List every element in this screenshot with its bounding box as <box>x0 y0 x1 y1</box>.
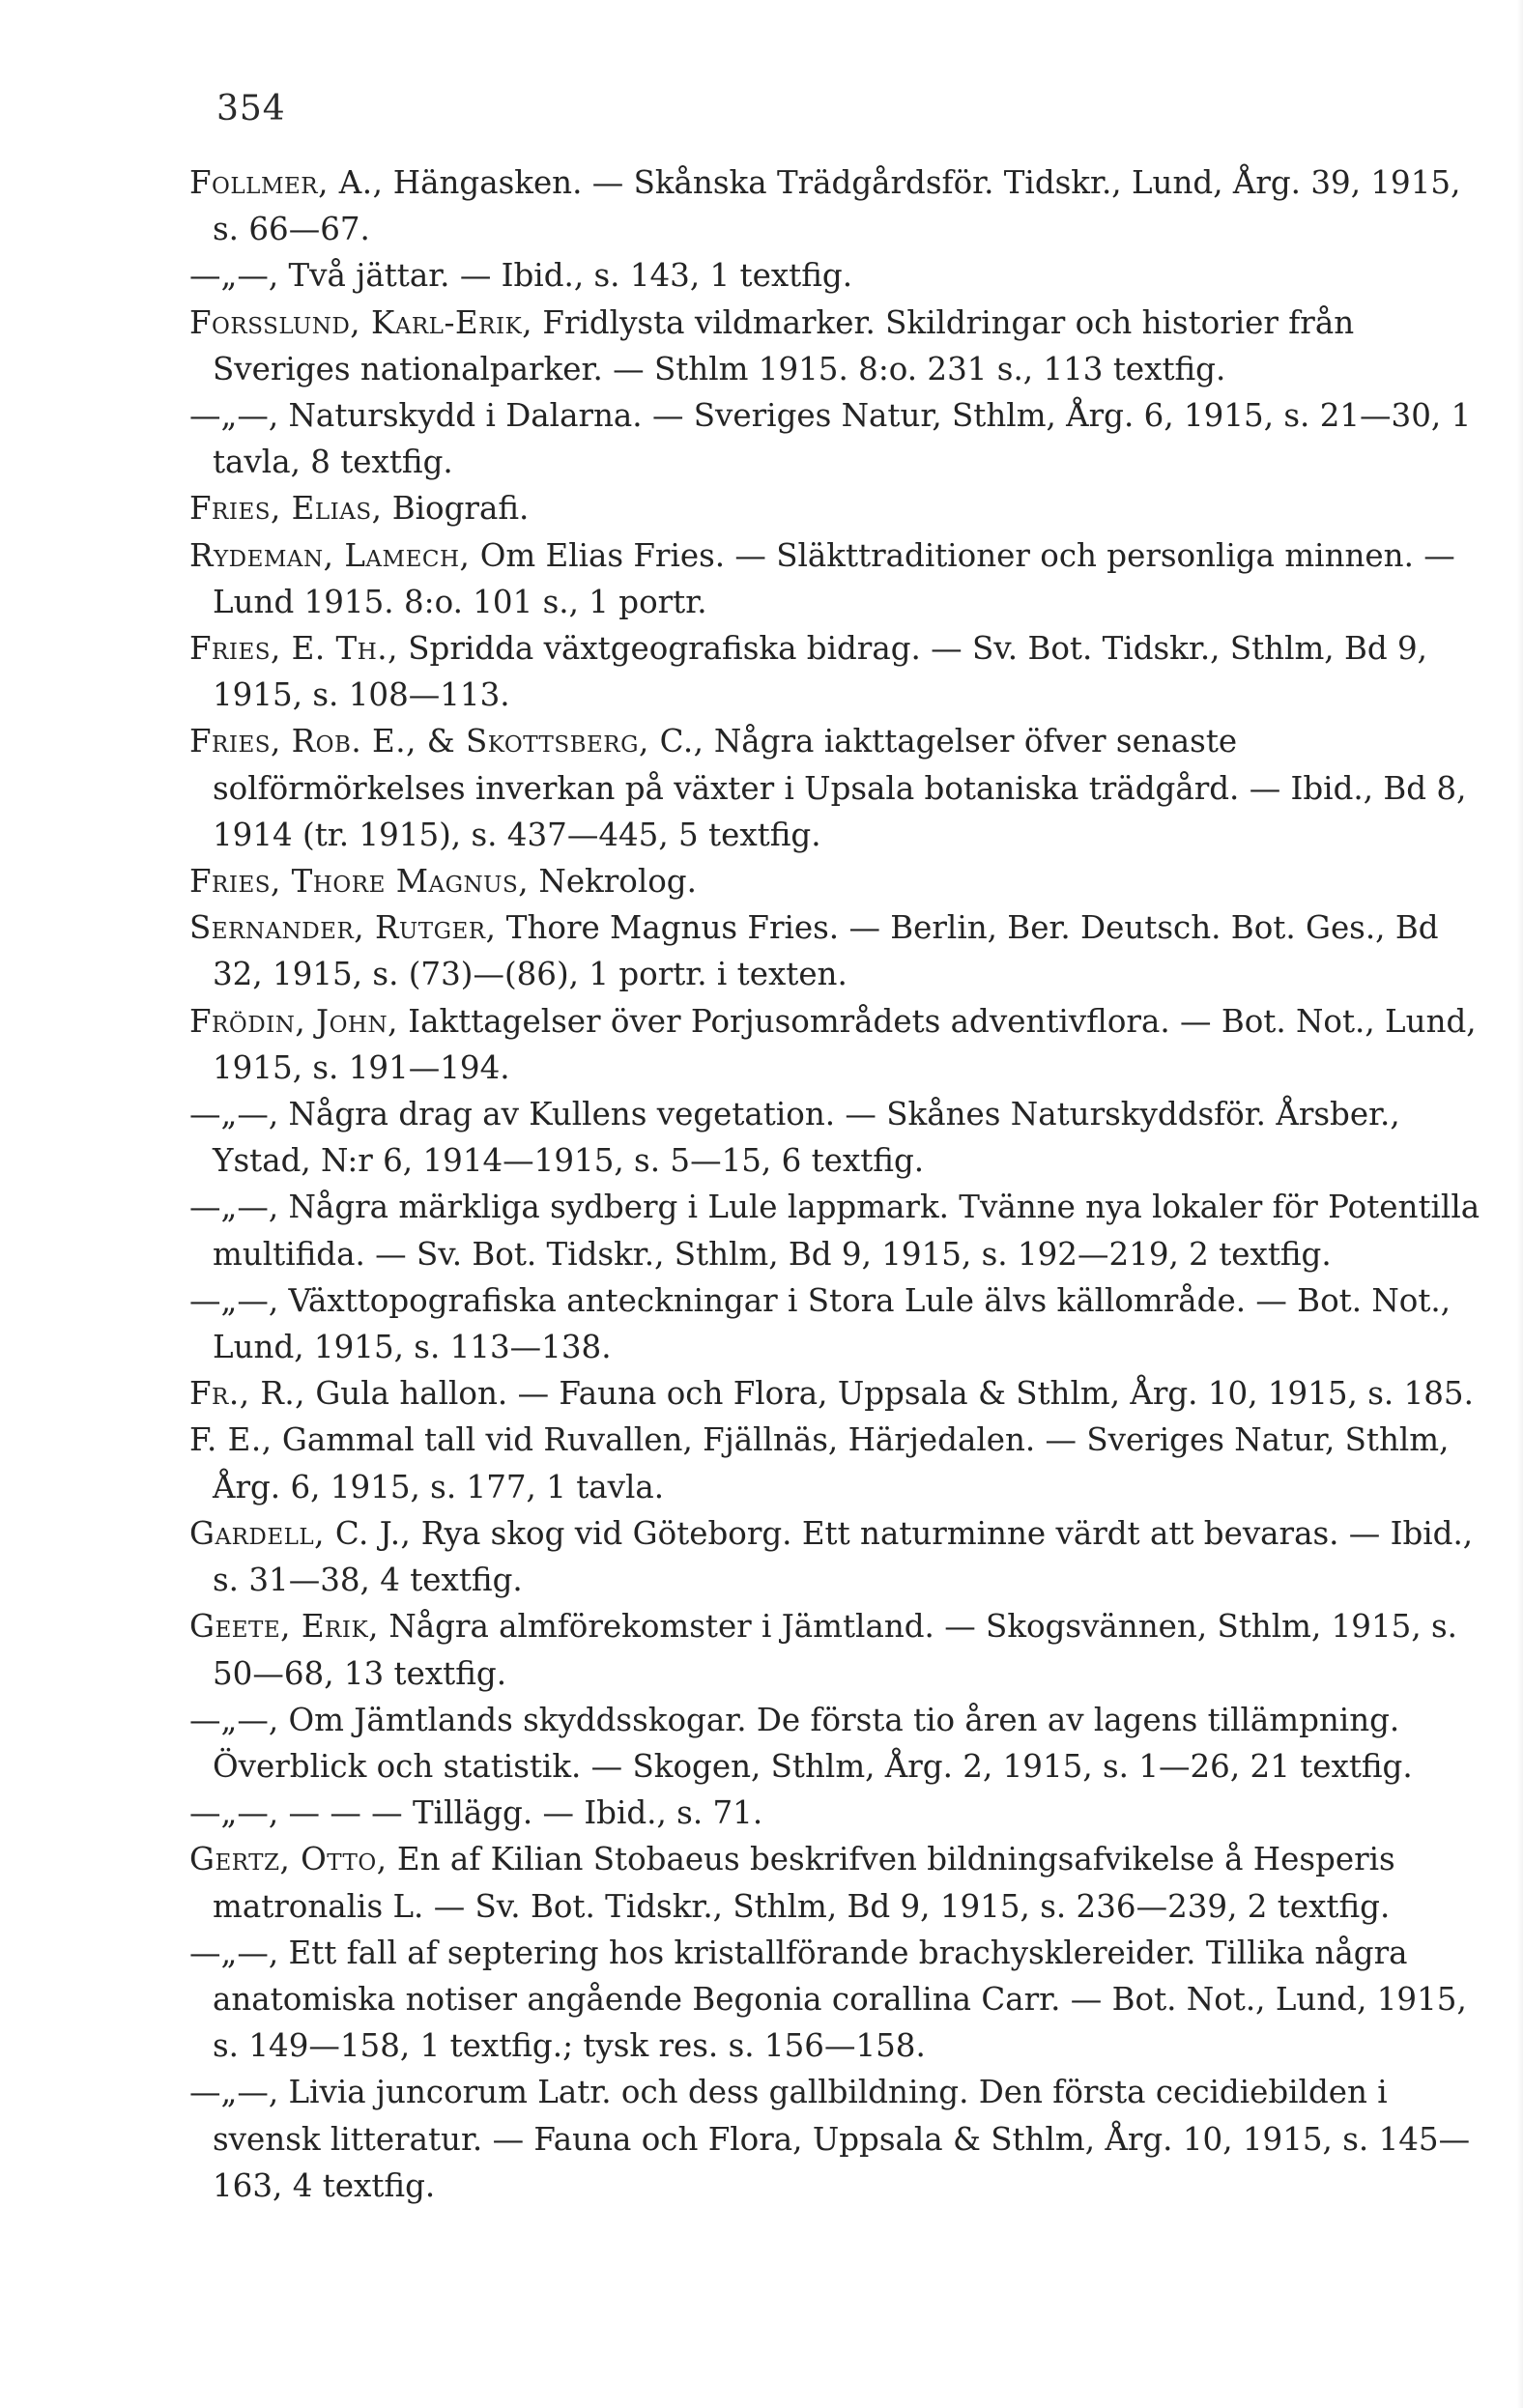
entry-text: Några iakttagelser öfver senaste solförmörkelses inverkan på växter i Upsala botaniska trädgård. — Ibid., Bd 8, 1914 (tr. 1915), s. 437—445, 5 textfig. <box>213 723 1467 853</box>
entry-text: En af Kilian Stobaeus beskrifven bildningsafvikelse å Hesperis matronalis L. — Sv. Bot. Tidskr., Sthlm, Bd 9, 1915, s. 236—239, 2 textfig. <box>213 1841 1395 1925</box>
bibliography-entry <box>170 718 1494 858</box>
bibliography-entry <box>170 252 1494 299</box>
page-number: 354 <box>216 89 286 129</box>
entry-text: Fridlysta vildmarker. Skildringar och historier från Sveriges nationalparker. — Sthlm 1915. 8:o. 231 s., 113 textfig. <box>213 303 1355 387</box>
entry-author: Fries, E. Th., <box>189 630 398 668</box>
entry-author: Geete, Erik, <box>189 1608 379 1646</box>
bibliography-entry <box>170 1370 1494 1417</box>
entry-text: Spridda växtgeografiska bidrag. — Sv. Bot. Tidskr., Sthlm, Bd 9, 1915, s. 108—113. <box>213 630 1427 714</box>
bibliography-entry <box>170 2069 1494 2209</box>
entry-text: Hängasken. — Skånska Trädgårdsför. Tidskr., Lund, Årg. 39, 1915, s. 66—67. <box>213 164 1461 248</box>
entry-author: Gertz, Otto, <box>189 1841 388 1878</box>
bibliography-entry <box>170 1836 1494 1929</box>
bibliography-entry <box>170 625 1494 718</box>
bibliography-entry <box>170 1603 1494 1696</box>
entry-text: Biografi. <box>382 490 530 528</box>
bibliography-entry <box>170 485 1494 531</box>
bibliography-entry <box>170 1091 1494 1184</box>
entry-text: Iakttagelser över Porjusområdets adventivflora. — Bot. Not., Lund, 1915, s. 191—194. <box>213 1002 1477 1086</box>
entry-text: —„—, Växttopografiska anteckningar i Stora Lule älvs källområde. — Bot. Not., Lund, 1915, s. 113—138. <box>189 1281 1451 1366</box>
bibliography-entry <box>170 1277 1494 1370</box>
entry-text: Några almförekomster i Jämtland. — Skogsvännen, Sthlm, 1915, s. 50—68, 13 textfig. <box>213 1608 1457 1692</box>
entry-author: Sernander, Rutger, <box>189 909 497 947</box>
bibliography-entry <box>170 998 1494 1091</box>
bibliography-entry <box>170 392 1494 485</box>
page-edge-shadow <box>1517 0 1523 2408</box>
entry-author: Fries, Elias, <box>189 490 383 528</box>
entry-author: Forsslund, Karl-Erik, <box>189 303 533 341</box>
bibliography-entry <box>170 159 1494 252</box>
entry-text: —„—, Några märkliga sydberg i Lule lappmark. Tvänne nya lokaler för Potentilla multifida. — Sv. Bot. Tidskr., Sthlm, Bd 9, 1915, s. 192—219, 2 textfig. <box>189 1189 1480 1273</box>
entry-text: —„—, Om Jämtlands skyddsskogar. De första tio åren av lagens tillämpning. Överblick och statistik. — Skogen, Sthlm, Årg. 2, 1915, s. 1—26, 21 textfig. <box>189 1701 1413 1785</box>
entry-author: Frödin, John, <box>189 1002 398 1040</box>
bibliography-entry <box>170 858 1494 904</box>
entry-text: Nekrolog. <box>529 863 697 901</box>
bibliography-entry <box>170 1790 1494 1836</box>
entry-author: Follmer, A., <box>189 164 384 201</box>
bibliography-entry <box>170 300 1494 392</box>
entry-author: Fries, Rob. E., & Skottsberg, C., <box>189 723 704 760</box>
bibliography-entry <box>170 1184 1494 1276</box>
entry-text: Om Elias Fries. — Släkttraditioner och personliga minnen. — Lund 1915. 8:o. 101 s., 1 portr. <box>213 536 1455 620</box>
entry-author: F. E., <box>189 1421 273 1459</box>
entry-text: Rya skog vid Göteborg. Ett naturminne värdt att bevaras. — Ibid., s. 31—38, 4 textfig. <box>213 1514 1474 1599</box>
entry-text: —„—, Två jättar. — Ibid., s. 143, 1 textfig. <box>189 257 853 295</box>
entry-text: —„—, Några drag av Kullens vegetation. — Skånes Naturskyddsför. Årsber., Ystad, N:r 6, 1914—1915, s. 5—15, 6 textfig. <box>189 1096 1400 1180</box>
bibliography-entry <box>170 1510 1494 1603</box>
entry-author: Fries, Thore Magnus, <box>189 863 530 901</box>
bibliography-entry <box>170 1930 1494 2070</box>
entry-text: Thore Magnus Fries. — Berlin, Ber. Deutsch. Bot. Ges., Bd 32, 1915, s. (73)—(86), 1 portr. i texten. <box>213 909 1439 993</box>
entry-text: —„—, Naturskydd i Dalarna. — Sveriges Natur, Sthlm, Årg. 6, 1915, s. 21—30, 1 tavla, 8 textfig. <box>189 397 1472 481</box>
entry-text: —„—, — — — Tillägg. — Ibid., s. 71. <box>189 1794 763 1832</box>
bibliography-entry <box>170 904 1494 997</box>
entry-text: Gammal tall vid Ruvallen, Fjällnäs, Härjedalen. — Sveriges Natur, Sthlm, Årg. 6, 1915, s. 177, 1 tavla. <box>213 1421 1450 1505</box>
bibliography-entry <box>170 1697 1494 1790</box>
entry-author: Gardell, C. J., <box>189 1514 412 1552</box>
entry-text: —„—, Ett fall af septering hos kristallförande brachysklereider. Tillika några anatomiska notiser angående Begonia corallina Carr. — Bot. Not., Lund, 1915, s. 149—158, 1 textfig.; tysk res. s. 156—158. <box>189 1934 1467 2065</box>
entry-author: Rydeman, Lamech, <box>189 536 471 574</box>
bibliography-list <box>170 159 1494 2209</box>
entry-author: Fr., R., <box>189 1375 305 1413</box>
entry-text: Gula hallon. — Fauna och Flora, Uppsala & Sthlm, Årg. 10, 1915, s. 185. <box>305 1375 1474 1413</box>
bibliography-entry <box>170 532 1494 625</box>
entry-text: —„—, Livia juncorum Latr. och dess gallbildning. Den första cecidiebilden i svensk litteratur. — Fauna och Flora, Uppsala & Sthlm, Årg. 10, 1915, s. 145—163, 4 textfig. <box>189 2074 1471 2204</box>
bibliography-entry <box>170 1417 1494 1509</box>
